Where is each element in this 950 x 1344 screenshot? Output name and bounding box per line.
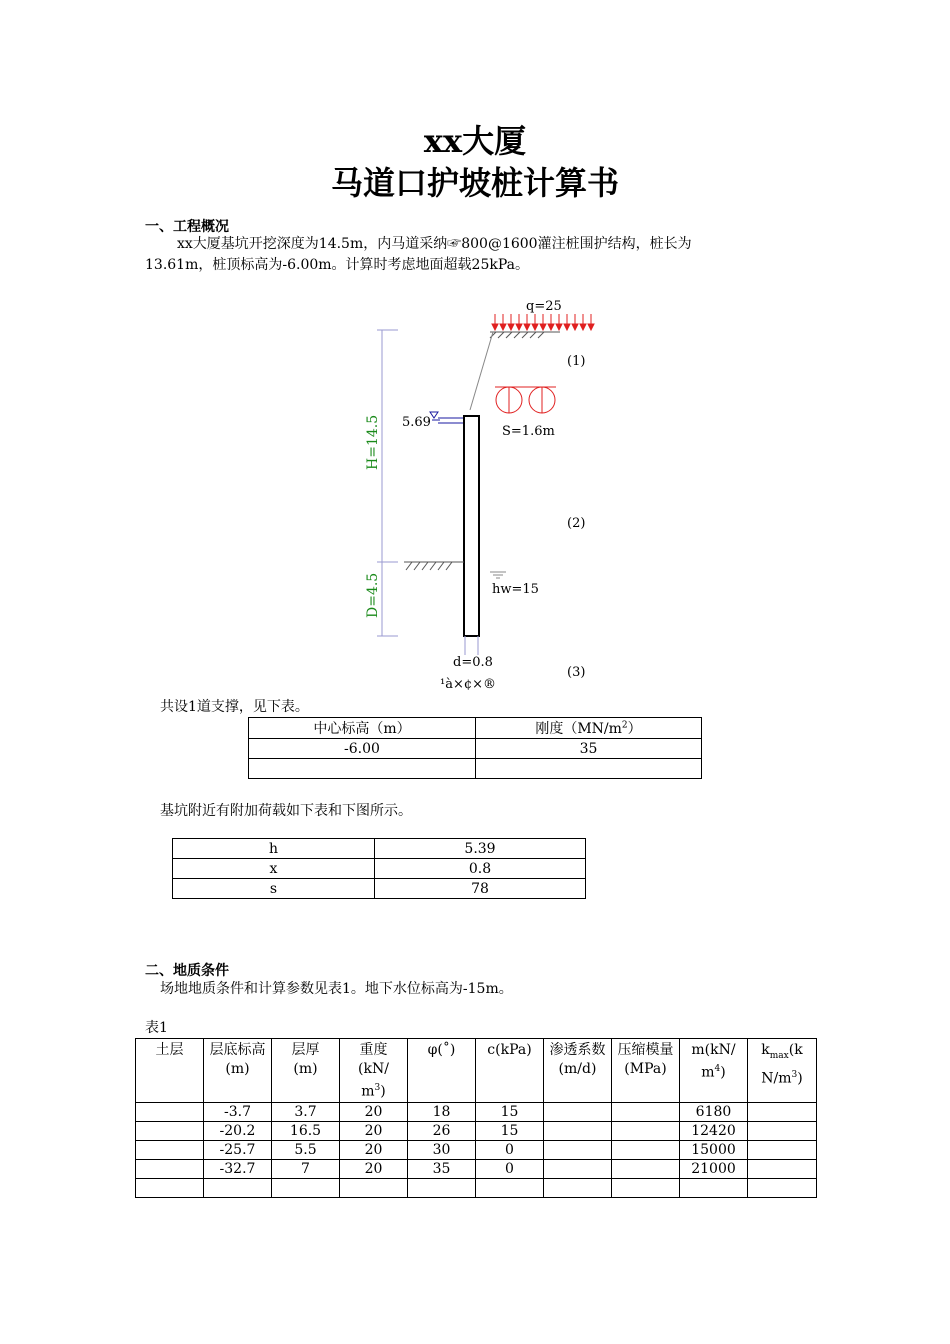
support-strut: [430, 412, 464, 423]
support-cell: [249, 759, 476, 779]
header-m-value: m(kN/ $m^4$): [680, 1039, 748, 1103]
load-value: 0.8: [375, 859, 586, 879]
surcharge-arrows: [492, 314, 594, 330]
water-level-icon: [490, 572, 506, 578]
water-level-label: hw=15: [492, 582, 539, 597]
elevation-label: 5.69: [402, 415, 431, 430]
surcharge-label: q=25: [526, 299, 562, 314]
layer1-label: (1): [567, 354, 586, 369]
excavation-bottom: [404, 562, 464, 570]
spacing-label: S=1.6m: [502, 424, 555, 439]
header-friction-angle: φ(˚): [408, 1039, 476, 1103]
diagram-caption: ¹à×¢×®: [440, 677, 497, 692]
pile: [464, 416, 479, 636]
section1-para-line2: 13.61m，桩顶标高为-6.00m。计算时考虑地面超载25kPa。: [145, 257, 529, 273]
D-dimension-label: D=4.5: [365, 572, 381, 618]
table-row: -3.7 3.7 20 18 15 6180: [136, 1102, 817, 1121]
table-row: -25.7 5.5 20 30 0 15000: [136, 1140, 817, 1159]
support-cell: -6.00: [249, 739, 476, 759]
layer2-label: (2): [567, 516, 586, 531]
table-row: [136, 1178, 817, 1197]
section1-para-line1: xx大厦基坑开挖深度为14.5m，内马道采纳☞800@1600灌注桩围护结构，桩长为: [177, 236, 692, 252]
header-kmax: $k_{max}(k$ $N/m^3$): [748, 1039, 817, 1103]
header-unit-weight: 重度 (kN/ $m^3$): [340, 1039, 408, 1103]
pile-section-icon: [495, 387, 556, 413]
load-value: 5.39: [375, 839, 586, 859]
load-value: 78: [375, 879, 586, 899]
header-cohesion: c(kPa): [476, 1039, 544, 1103]
header-soil-layer: 土层: [136, 1039, 204, 1103]
load-table: [172, 838, 586, 899]
header-thickness: 层厚 (m): [272, 1039, 340, 1103]
header-bottom-elevation: 层底标高(m): [204, 1039, 272, 1103]
load-intro: 基坑附近有附加荷载如下表和下图所示。: [160, 803, 412, 819]
document-subtitle: 马道口护坡桩计算书: [330, 164, 619, 202]
H-dimension-label: H=14.5: [365, 414, 381, 470]
support-cell: [476, 759, 702, 779]
header-compression-modulus: 压缩模量(MPa): [612, 1039, 680, 1103]
table1-caption: 表1: [145, 1020, 168, 1036]
support-cell: 35: [476, 739, 702, 759]
slope-line: [470, 332, 493, 410]
layer3-label: (3): [567, 665, 586, 680]
section1-heading: 一、工程概况: [145, 219, 229, 235]
section2-heading: 二、地质条件: [145, 963, 229, 979]
table-row: -20.2 16.5 20 26 15 12420: [136, 1121, 817, 1140]
load-param: x: [173, 859, 375, 879]
dimension-lines: [377, 330, 478, 655]
table-row: -32.7 7 20 35 0 21000: [136, 1159, 817, 1178]
section2-para: 场地地质条件和计算参数见表1。地下水位标高为-15m。: [160, 981, 513, 997]
support-table: [248, 717, 702, 779]
table-header-row: [136, 1039, 817, 1103]
support-header-stiffness: 刚度$(MN/m^2)$: [476, 718, 702, 739]
ground-surface: [490, 332, 560, 338]
document-title: xx大厦: [423, 122, 527, 160]
header-permeability: 渗透系数(m/d): [544, 1039, 612, 1103]
soil-parameters-table: [135, 1038, 817, 1198]
support-header-elevation: 中心标高（m）: [249, 718, 476, 739]
load-param: s: [173, 879, 375, 899]
load-param: h: [173, 839, 375, 859]
support-intro: 共设1道支撑，见下表。: [160, 699, 309, 715]
diameter-label: d=0.8: [453, 655, 493, 670]
pile-diagram: [0, 290, 950, 695]
